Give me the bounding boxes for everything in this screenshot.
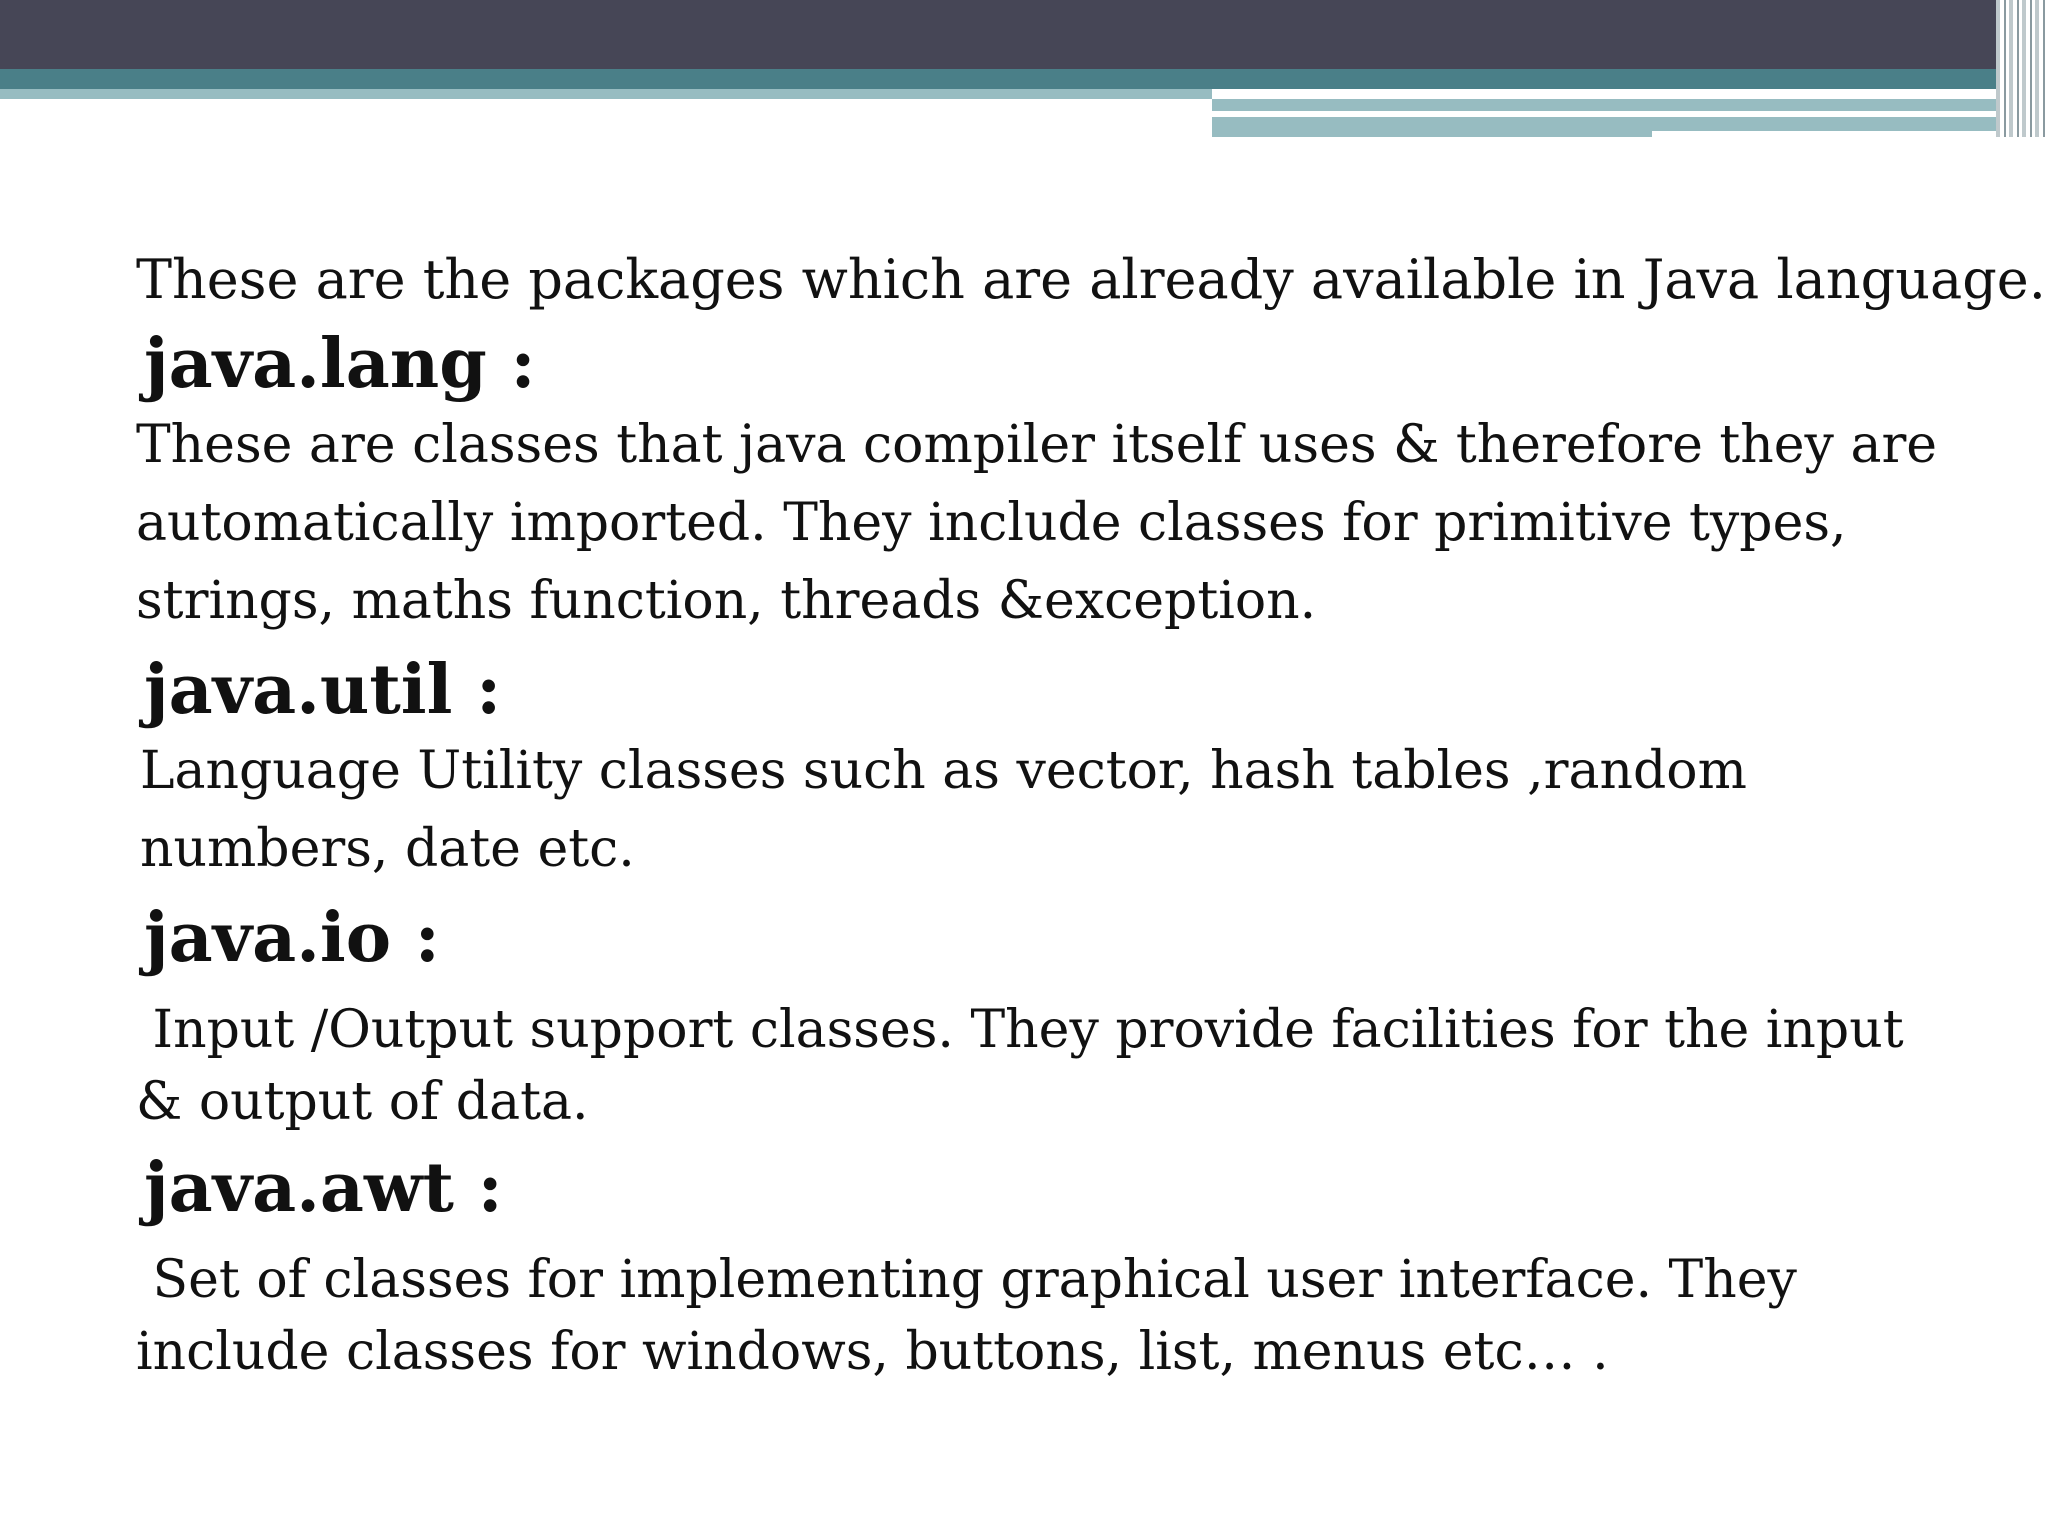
section-description: These are classes that java compiler itself uses & therefore they are automatically imported. They include classes for primitive types, strings, maths function, threads &exception. bbox=[136, 415, 1938, 631]
section-heading: java.util : bbox=[144, 650, 502, 730]
header-light-bar-left bbox=[0, 89, 1212, 99]
section-heading: java.lang : bbox=[144, 324, 536, 404]
intro-text: These are the packages which are already available in Java language. bbox=[136, 248, 2046, 311]
section-java-awt bbox=[136, 1146, 1966, 1388]
section-java-util bbox=[136, 648, 1966, 888]
header-light-bar-right bbox=[1212, 99, 1996, 111]
slide-body bbox=[136, 238, 2046, 1396]
section-description: Language Utility classes such as vector, hash tables ,random numbers, date etc. bbox=[140, 741, 1747, 879]
header-white-line-lower bbox=[1652, 131, 1996, 137]
section-description: Set of classes for implementing graphical user interface. They include classes for windows, buttons, list, menus etc… . bbox=[136, 1250, 1814, 1382]
header-teal-bar bbox=[0, 69, 2048, 89]
section-heading: java.awt : bbox=[144, 1148, 503, 1228]
section-java-io bbox=[136, 896, 1966, 1138]
section-heading: java.io : bbox=[144, 898, 440, 978]
header-dark-bar bbox=[0, 0, 2048, 69]
section-java-lang bbox=[136, 322, 1966, 640]
section-description: Input /Output support classes. They provide facilities for the input & output of data. bbox=[136, 1000, 1921, 1132]
header-corner-stripes bbox=[1996, 0, 2048, 137]
